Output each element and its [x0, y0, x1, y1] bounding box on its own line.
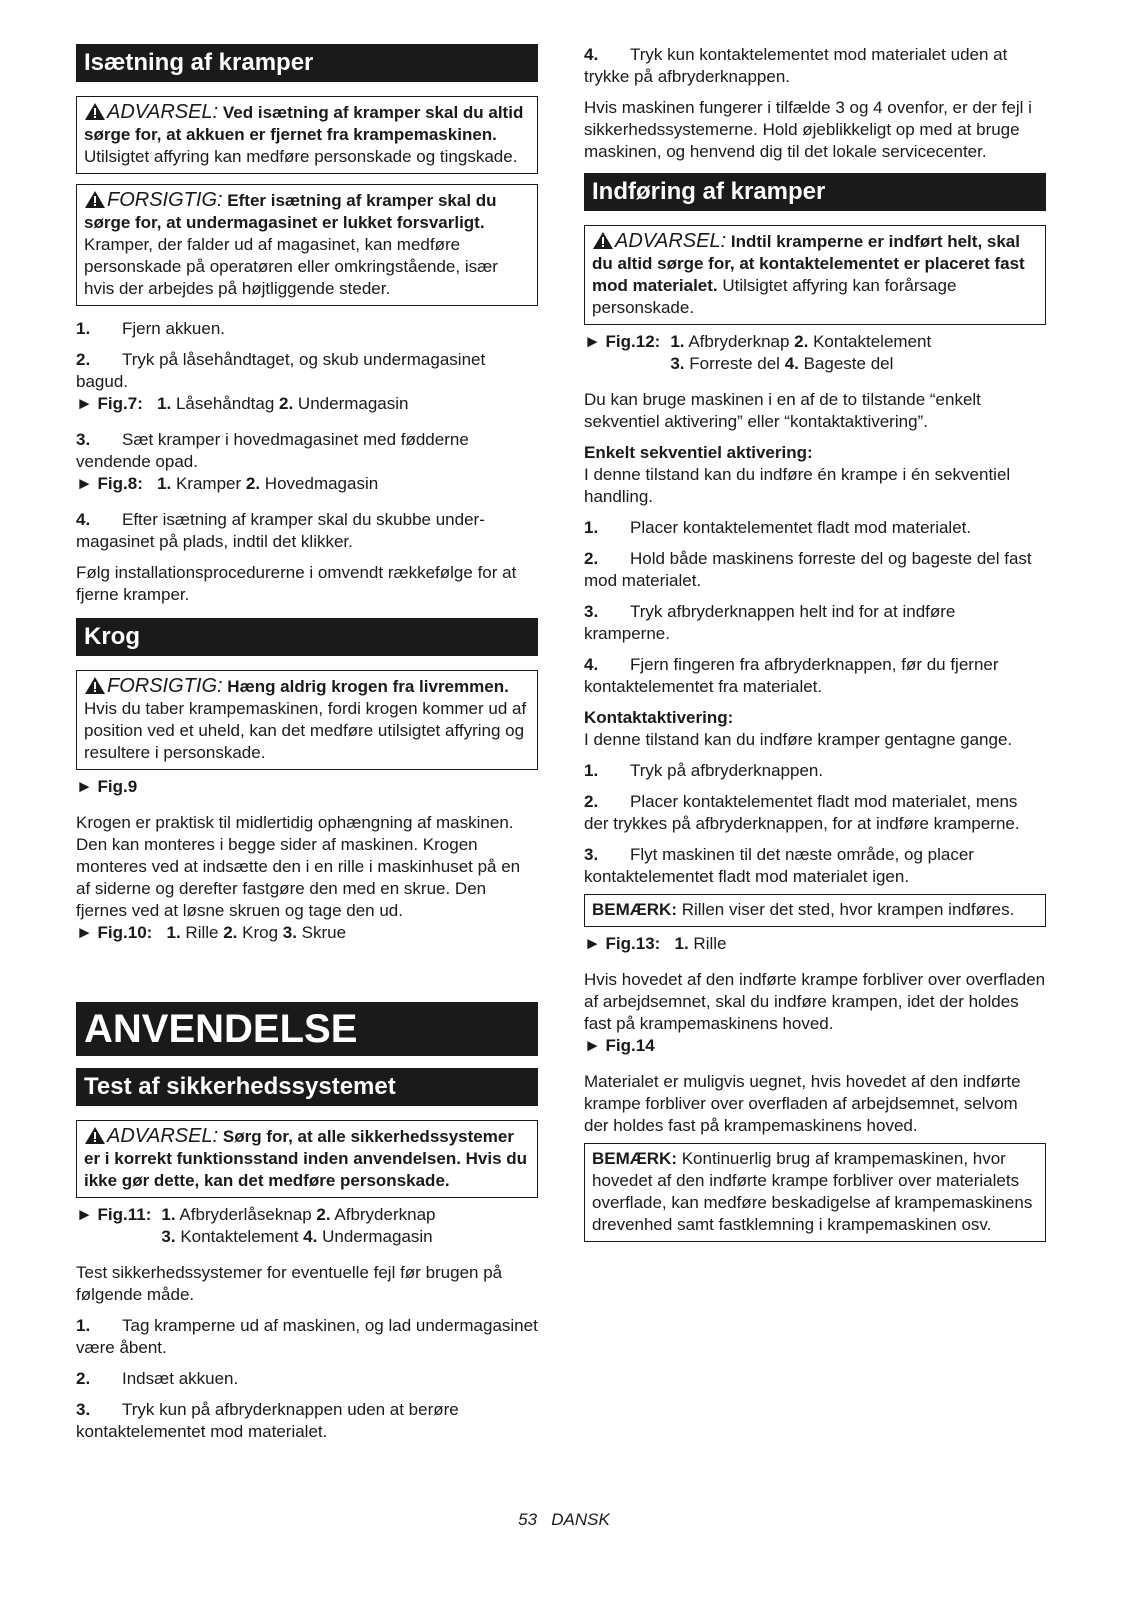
warning-icon — [84, 676, 106, 695]
caution-box — [76, 184, 538, 306]
note-box — [584, 894, 1046, 927]
caution-bold-text: Hæng aldrig krogen fra livremmen. — [227, 677, 509, 696]
warning-text: Utilsigtet affyring kan medføre personskade og tingskade. — [84, 147, 518, 166]
warning-icon — [84, 1126, 106, 1145]
warning-label: ADVARSEL: — [615, 230, 727, 252]
chapter-title: ANVENDELSE — [76, 1002, 538, 1056]
paragraph: I denne tilstand kan du indføre kramper gentagne gange. — [584, 730, 1013, 749]
caution-bold-text: Efter isætning af kramper skal du sørge for, at undermagasinet er lukket forsvarligt. — [84, 191, 497, 232]
paragraph: Hvis hovedet af den indførte krampe forbliver over overfladen af arbejdsemnet, skal du indføre krampen, idet der holdes fast på krampemaskinens hoved. — [584, 970, 1046, 1033]
page-number: 53 — [518, 1510, 538, 1529]
step-4: 4. Efter isætning af kramper skal du skubbe undermagasinet på plads, indtil det klikker. — [76, 510, 485, 551]
fig-11-caption: ► Fig.11: 1. Afbryderlåseknap 2. Afbryderknap 3. Kontaktelement 4. Undermagasin — [76, 1205, 436, 1246]
section-title-indfoering: Indføring af kramper — [584, 173, 1046, 211]
right-column — [584, 44, 1046, 1252]
step-4: 4. Tryk kun kontaktelementet mod materialet uden at trykke på afbryderknappen. — [584, 45, 1008, 86]
fig-10-caption: ► Fig.10: 1. Rille 2. Krog 3. Skrue — [76, 923, 347, 942]
section-title-isaetning: Isætning af kramper — [76, 44, 538, 82]
section-title-test: Test af sikkerhedssystemet — [76, 1068, 538, 1106]
caution-text: Kramper, der falder ud af magasinet, kan medføre personskade på operatøren eller omkringstående, især hvis der arbejdes på højtliggende steder. — [84, 235, 498, 298]
fig-12-caption: ► Fig.12: 1. Afbryderknap 2. Kontaktelement 3. Forreste del 4. Bageste del — [584, 332, 932, 373]
caution-label: FORSIGTIG: — [107, 189, 223, 211]
caution-text: Hvis du taber krampemaskinen, fordi krogen kommer ud af position ved et uheld, kan det medføre utilsigtet affyring og resultere i personskade. — [84, 699, 527, 762]
warning-box — [76, 1120, 538, 1198]
note-box — [584, 1143, 1046, 1242]
step-2: 2. Tryk på låsehåndtaget, og skub undermagasinet bagud. — [76, 350, 486, 391]
fig-8-caption: ► Fig.8: 1. Kramper 2. Hovedmagasin — [76, 474, 379, 493]
caution-label: FORSIGTIG: — [107, 675, 223, 697]
warning-bold-text: Indtil kramperne er indført helt, skal du altid sørge for, at kontaktelementet er placeret fast mod materialet. — [592, 232, 1025, 295]
note-text: Kontinuerlig brug af krampemaskinen, hvor hovedet af den indførte krampe forbliver over materialets overflade, kan medføre beskadigelse af krampemaskinens drevenhed samt fastklemning i krampemaskinen osv. — [592, 1149, 1033, 1234]
warning-icon — [84, 102, 106, 121]
page-footer — [0, 1509, 1128, 1531]
subheading: Kontaktaktivering: — [584, 708, 734, 727]
step-1: 1. Tryk på afbryderknappen. — [584, 761, 824, 780]
step-3: 3. Tryk kun på afbryderknappen uden at berøre kontaktelementet mod materialet. — [76, 1400, 459, 1441]
step-3: 3. Flyt maskinen til det næste område, og placer kontaktelementet fladt mod materialet igen. — [584, 845, 974, 886]
warning-box — [76, 96, 538, 174]
paragraph: Test sikkerhedssystemer for eventuelle fejl før brugen på følgende måde. — [76, 1263, 503, 1304]
paragraph: Du kan bruge maskinen i en af de to tilstande “enkelt sekventiel aktivering” eller “kontaktaktivering”. — [584, 390, 981, 431]
warning-label: ADVARSEL: — [107, 1125, 219, 1147]
fig-9-caption: ► Fig.9 — [76, 777, 138, 796]
paragraph: Krogen er praktisk til midlertidig ophængning af maskinen. Den kan monteres i begge sider af maskinen. Krogen monteres ved at indsætte den i en rille i maskinhuset på en af siderne og derefter fastgøre den med en skrue. Den fjernes ved at løsne skruen og tage den ud. — [76, 813, 521, 920]
paragraph: Følg installationsprocedurerne i omvendt rækkefølge for at fjerne kramper. — [76, 563, 517, 604]
warning-bold-text: Ved isætning af kramper skal du altid sørge for, at akkuen er fjernet fra krampemaskinen. — [84, 103, 524, 144]
step-2: 2. Placer kontaktelementet fladt mod materialet, mens der trykkes på afbryderknappen, for at indføre kramperne. — [584, 792, 1020, 833]
step-4: 4. Fjern fingeren fra afbryderknappen, før du fjerner kontaktelementet fra materialet. — [584, 655, 999, 696]
fig-14-caption: ► Fig.14 — [584, 1036, 655, 1055]
left-column — [76, 44, 538, 1452]
fig-7-caption: ► Fig.7: 1. Låsehåndtag 2. Undermagasin — [76, 394, 409, 413]
warning-icon — [84, 190, 106, 209]
section-title-krog: Krog — [76, 618, 538, 656]
paragraph: Hvis maskinen fungerer i tilfælde 3 og 4 ovenfor, er der fejl i sikkerhedssystemerne. Hold øjeblikkeligt op med at bruge maskinen, og henvend dig til det lokale servicecenter. — [584, 98, 1032, 161]
language-label: DANSK — [551, 1510, 610, 1529]
step-2: 2. Indsæt akkuen. — [76, 1369, 239, 1388]
note-text: Rillen viser det sted, hvor krampen indføres. — [677, 900, 1015, 919]
note-label: BEMÆRK: — [592, 900, 677, 919]
warning-text: Utilsigtet affyring kan forårsage personskade. — [592, 276, 957, 317]
step-1: 1. Tag kramperne ud af maskinen, og lad undermagasinet være åbent. — [76, 1316, 538, 1357]
subheading: Enkelt sekventiel aktivering: — [584, 443, 813, 462]
paragraph: Materialet er muligvis uegnet, hvis hovedet af den indførte krampe forbliver over overfladen af arbejdsemnet, selvom der holdes fast på krampemaskinens hoved. — [584, 1072, 1021, 1135]
warning-bold-text: Sørg for, at alle sikkerhedssystemer er i korrekt funktionsstand inden anvendelsen. Hvis du ikke gør dette, kan det medføre personskade. — [84, 1127, 528, 1190]
note-label: BEMÆRK: — [592, 1149, 677, 1168]
warning-icon — [592, 231, 614, 250]
caution-box — [76, 670, 538, 770]
step-3: 3. Sæt kramper i hovedmagasinet med fødderne vendende opad. — [76, 430, 469, 471]
step-3: 3. Tryk afbryderknappen helt ind for at indføre kramperne. — [584, 602, 956, 643]
step-2: 2. Hold både maskinens forreste del og bageste del fast mod materialet. — [584, 549, 1032, 590]
paragraph: I denne tilstand kan du indføre én krampe i én sekventiel handling. — [584, 465, 1011, 506]
warning-box — [584, 225, 1046, 325]
fig-13-caption: ► Fig.13: 1. Rille — [584, 934, 727, 953]
step-1: 1. Placer kontaktelementet fladt mod materialet. — [584, 518, 972, 537]
step-1: 1. Fjern akkuen. — [76, 319, 225, 338]
warning-label: ADVARSEL: — [107, 101, 219, 123]
